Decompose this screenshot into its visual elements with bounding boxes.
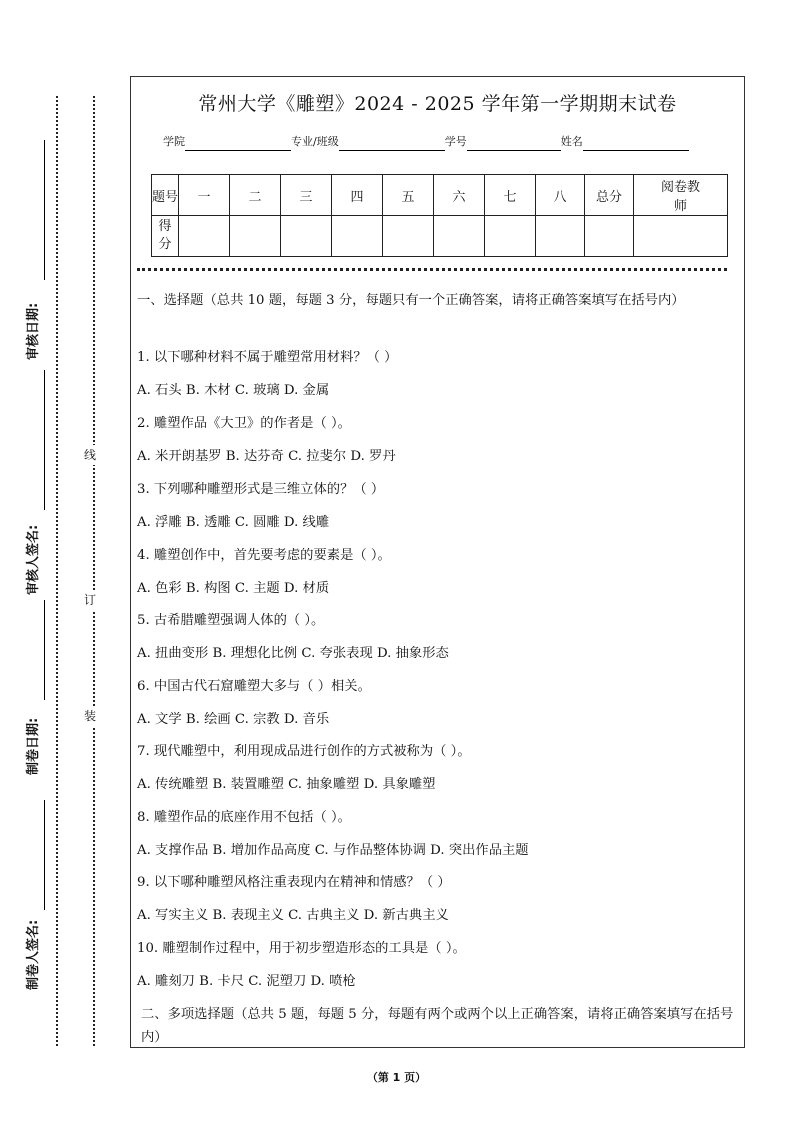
- reviewer-sign-label: 审核人签名:: [26, 524, 41, 595]
- binding-order-char: 订: [84, 590, 96, 610]
- question: 6. 中国古代石窟雕塑大多与（ ）相关。: [137, 679, 371, 694]
- maker-date-line: [44, 600, 45, 700]
- maker-sign-field[interactable]: [22, 920, 41, 990]
- question: 5. 古希腊雕塑强调人体的（ ）。: [137, 613, 325, 628]
- score-cell[interactable]: [536, 216, 585, 257]
- question: 2. 雕塑作品《大卫》的作者是（ ）。: [137, 416, 351, 431]
- question-options: A. 写实主义 B. 表现主义 C. 古典主义 D. 新古典主义: [137, 908, 449, 923]
- binding-dotted-line-outer: [56, 96, 58, 1046]
- maker-date-field[interactable]: [22, 718, 41, 775]
- question: 1. 以下哪种材料不属于雕塑常用材料？（ ）: [137, 350, 398, 365]
- col-header-grader: 阅卷教师: [634, 175, 728, 216]
- score-cell[interactable]: [230, 216, 281, 257]
- col-header: 一: [179, 175, 230, 216]
- score-cell[interactable]: [281, 216, 332, 257]
- page-number: （第 1 页）: [366, 1071, 427, 1084]
- question: 4. 雕塑创作中，首先要考虑的要素是（ ）。: [137, 548, 391, 563]
- question: 7. 现代雕塑中，利用现成品进行创作的方式被称为（ ）。: [137, 744, 471, 759]
- major-input[interactable]: [339, 137, 445, 151]
- maker-sign-label: 制卷人签名:: [26, 919, 41, 990]
- score-cell-total[interactable]: [585, 216, 634, 257]
- score-cell[interactable]: [179, 216, 230, 257]
- name-input[interactable]: [583, 137, 689, 151]
- question-options: A. 米开朗基罗 B. 达芬奇 C. 拉斐尔 D. 罗丹: [137, 449, 396, 464]
- question: 8. 雕塑作品的底座作用不包括（ ）。: [137, 810, 351, 825]
- score-cell[interactable]: [383, 216, 434, 257]
- question-options: A. 浮雕 B. 透雕 C. 圆雕 D. 线雕: [137, 515, 330, 530]
- college-input[interactable]: [185, 137, 291, 151]
- question-options: A. 支撑作品 B. 增加作品高度 C. 与作品整体协调 D. 突出作品主题: [137, 843, 529, 858]
- maker-date-label: 制卷日期:: [26, 717, 41, 775]
- question-options: A. 石头 B. 木材 C. 玻璃 D. 金属: [137, 383, 330, 398]
- col-header: 二: [230, 175, 281, 216]
- score-table-header-row: [152, 175, 728, 216]
- student-id-input[interactable]: [467, 137, 561, 151]
- reviewer-date-label: 审核日期:: [26, 302, 41, 360]
- question-options: A. 色彩 B. 构图 C. 主题 D. 材质: [137, 581, 330, 596]
- score-table: [151, 174, 728, 257]
- section-2-heading: 二、多项选择题（总共 5 题，每题 5 分，每题有两个或两个以上正确答案，请将正确答案填写在括号内）: [141, 1007, 734, 1045]
- question: 10. 雕塑制作过程中，用于初步塑造形态的工具是（ ）。: [137, 941, 466, 956]
- name-label: 姓名: [560, 135, 583, 148]
- score-cell[interactable]: [332, 216, 383, 257]
- exam-page-frame: [130, 76, 745, 1048]
- row-label-score: 得分: [152, 216, 179, 257]
- col-header: 八: [536, 175, 585, 216]
- maker-sign-line: [44, 800, 45, 910]
- exam-title: 常州大学《雕塑》2024 - 2025 学年第一学期期末试卷: [198, 93, 677, 115]
- col-header: 六: [434, 175, 485, 216]
- question-options: A. 扭曲变形 B. 理想化比例 C. 夸张表现 D. 抽象形态: [137, 646, 449, 661]
- student-id-label: 学号: [444, 135, 467, 148]
- col-header-total: 总分: [585, 175, 634, 216]
- col-header: 三: [281, 175, 332, 216]
- reviewer-date-field[interactable]: [22, 303, 41, 360]
- binding-dotted-line-inner: [93, 96, 95, 1046]
- score-cell-grader[interactable]: [634, 216, 728, 257]
- row-label-question-no: 题号: [152, 175, 179, 216]
- reviewer-date-line: [44, 140, 45, 280]
- question: 3. 下列哪种雕塑形式是三维立体的？（ ）: [137, 482, 385, 497]
- score-cell[interactable]: [434, 216, 485, 257]
- header-dotted-separator: [137, 268, 727, 271]
- question: 9. 以下哪种雕塑风格注重表现内在精神和情感？（ ）: [137, 875, 451, 890]
- section-1-heading: 一、选择题（总共 10 题，每题 3 分，每题只有一个正确答案，请将正确答案填写在括号内）: [137, 293, 685, 308]
- binding-signature-column: [22, 90, 52, 1045]
- question-options: A. 传统雕塑 B. 装置雕塑 C. 抽象雕塑 D. 具象雕塑: [137, 777, 436, 792]
- score-cell[interactable]: [485, 216, 536, 257]
- score-table-score-row: [152, 216, 728, 257]
- reviewer-sign-line: [44, 370, 45, 510]
- question-options: A. 雕刻刀 B. 卡尺 C. 泥塑刀 D. 喷枪: [137, 974, 356, 989]
- col-header: 四: [332, 175, 383, 216]
- question-options: A. 文学 B. 绘画 C. 宗教 D. 音乐: [137, 712, 330, 727]
- col-header: 五: [383, 175, 434, 216]
- binding-line-char: 线: [84, 445, 96, 465]
- major-label: 专业/班级: [291, 135, 339, 148]
- college-label: 学院: [163, 135, 185, 148]
- student-info-row: [163, 133, 689, 151]
- col-header: 七: [485, 175, 536, 216]
- binding-bind-char: 装: [84, 706, 96, 726]
- reviewer-sign-field[interactable]: [22, 525, 41, 595]
